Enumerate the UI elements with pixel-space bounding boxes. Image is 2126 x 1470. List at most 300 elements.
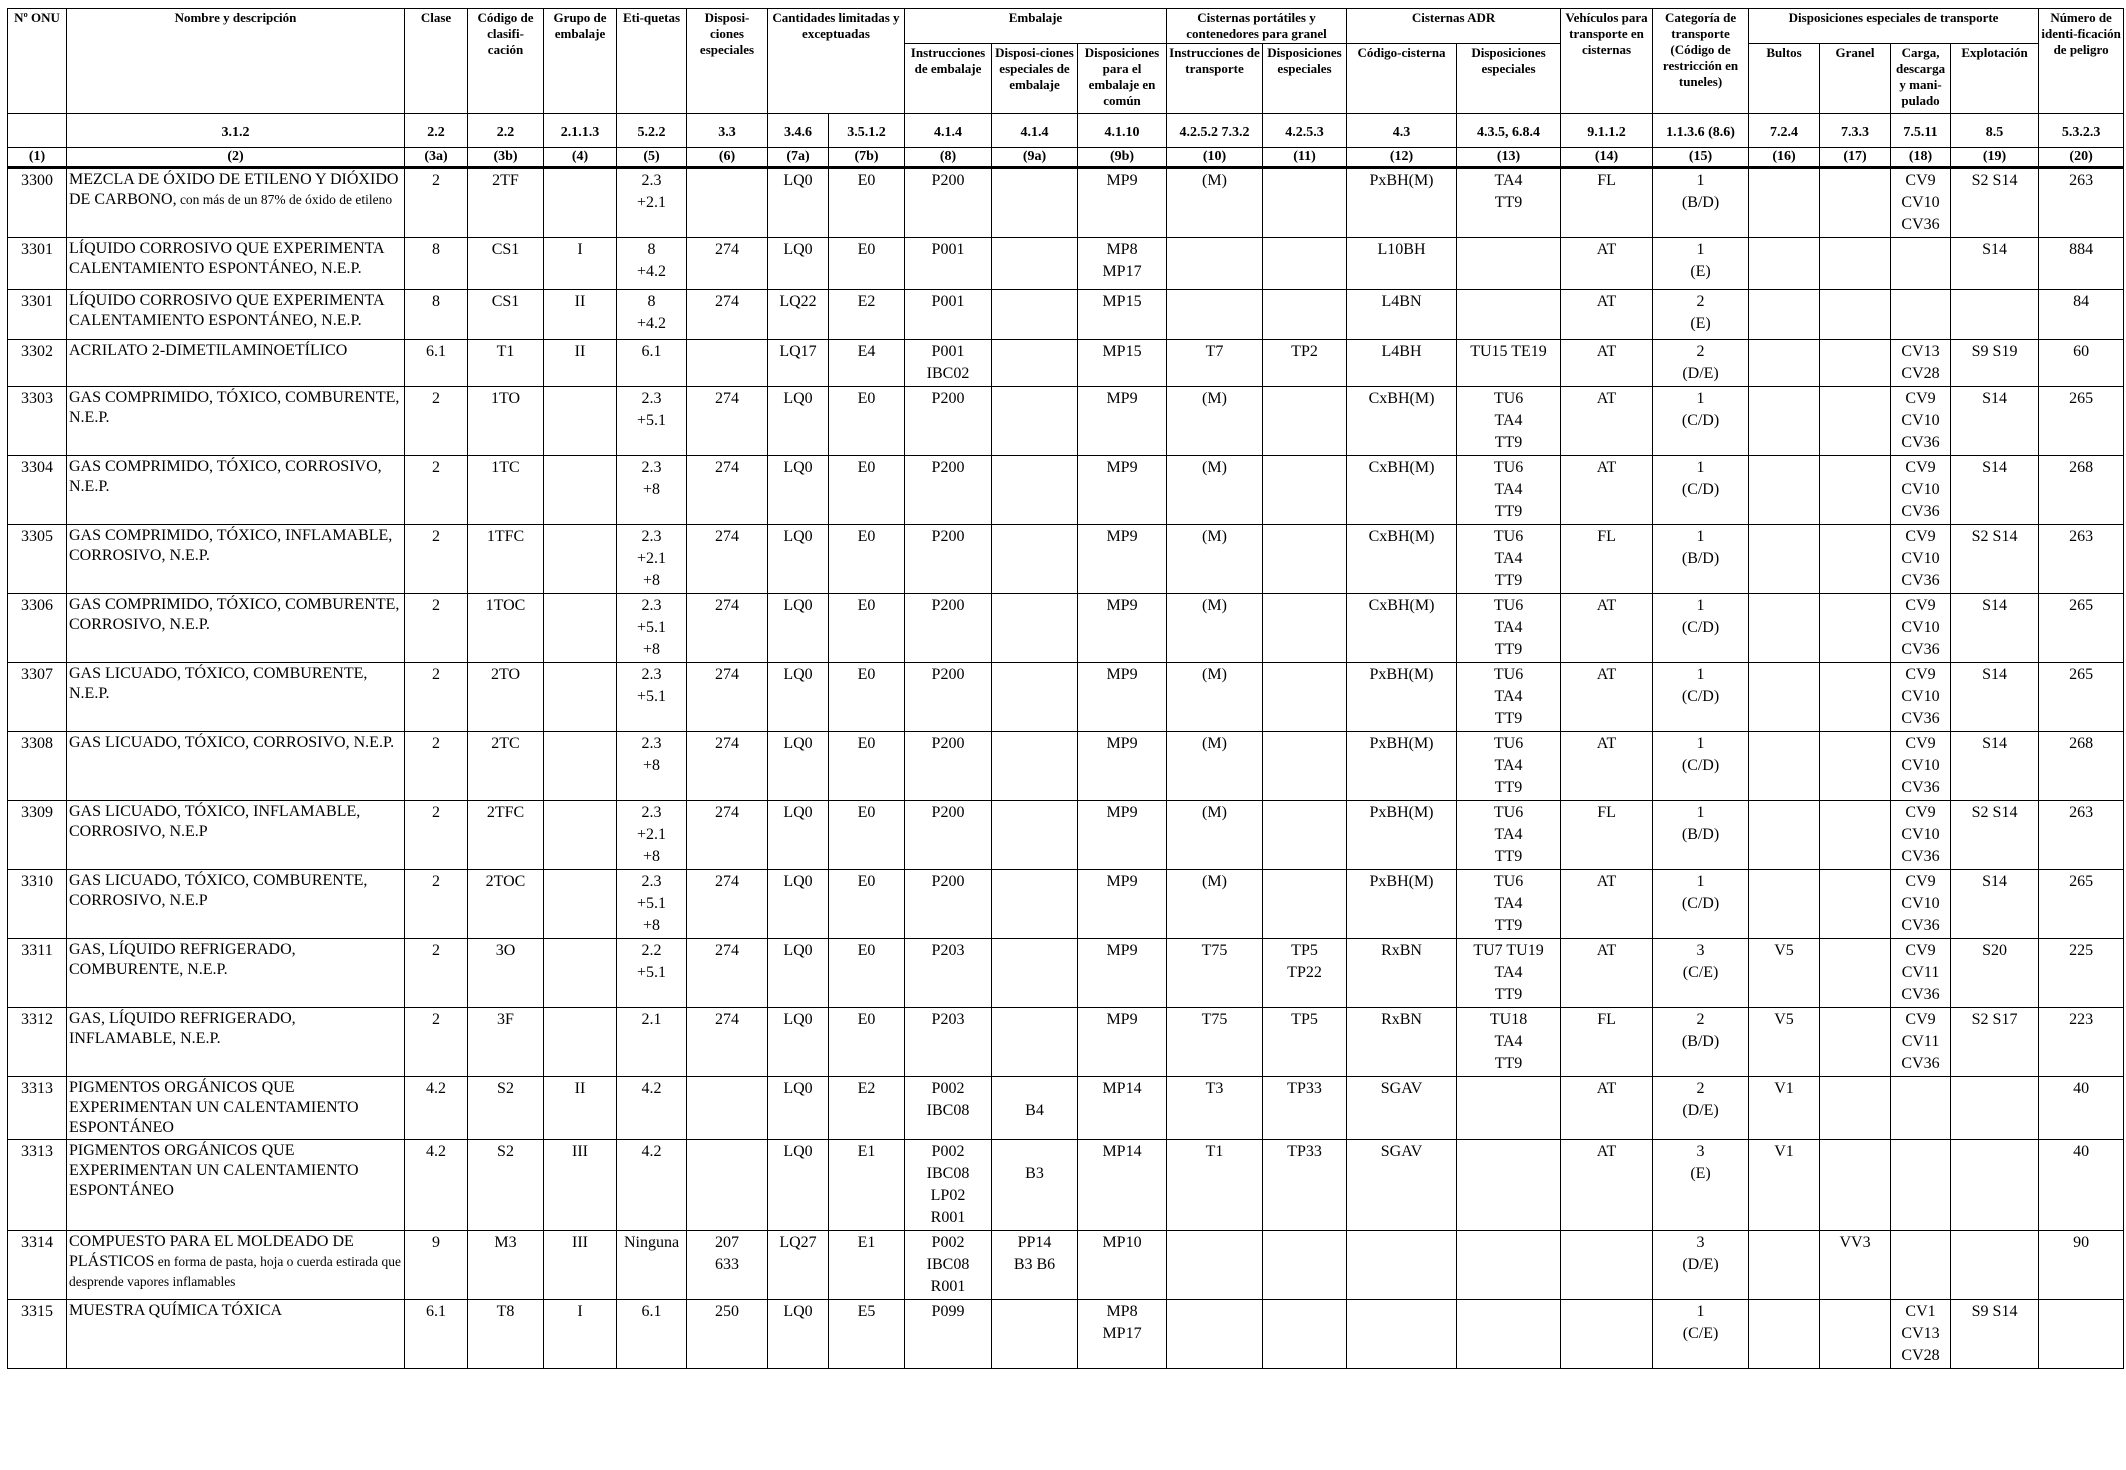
bulk-provision [1820, 594, 1891, 663]
un-number: 3315 [8, 1300, 67, 1369]
table-row [8, 1300, 2124, 1369]
packages-provision [1749, 168, 1820, 238]
header-name: Nombre y descripción [67, 9, 405, 114]
classification-code: M3 [468, 1231, 544, 1300]
table-row [8, 340, 2124, 387]
un-number: 3305 [8, 525, 67, 594]
operation-provision: S14 [1951, 732, 2039, 801]
portable-tank-instructions [1167, 238, 1263, 290]
substance-name [67, 870, 405, 939]
operation-provision [1951, 290, 2039, 340]
column-number-row [8, 148, 2124, 168]
portable-tank-provisions [1263, 870, 1347, 939]
mixed-packing: MP9 [1078, 1008, 1167, 1077]
packages-provision: V1 [1749, 1077, 1820, 1140]
operation-provision: S9 S19 [1951, 340, 2039, 387]
header-disposiciones-especiales: Disposi-ciones especiales [687, 9, 768, 114]
portable-tank-provisions [1263, 456, 1347, 525]
section-ref-21: 7.5.11 [1891, 114, 1951, 148]
classification-code: 2TOC [468, 870, 544, 939]
header-granel: Granel [1820, 44, 1891, 114]
tank-special-provisions: TU6 TA4 TT9 [1457, 663, 1561, 732]
substance-name [67, 1077, 405, 1140]
tank-special-provisions: TU6 TA4 TT9 [1457, 732, 1561, 801]
loading-provision [1891, 1231, 1951, 1300]
header-un: Nº ONU [8, 9, 67, 114]
hazard-number: 265 [2039, 387, 2124, 456]
tank-code [1347, 1300, 1457, 1369]
column-number-21: (18) [1891, 148, 1951, 168]
table-body [8, 168, 2124, 1369]
packages-provision [1749, 594, 1820, 663]
labels-cell: 8 +4.2 [617, 290, 687, 340]
bulk-provision [1820, 456, 1891, 525]
packing-special-provisions: B3 [992, 1140, 1078, 1231]
tank-code [1347, 1231, 1457, 1300]
operation-provision: S2 S17 [1951, 1008, 2039, 1077]
column-number-22: (19) [1951, 148, 2039, 168]
tank-vehicle: AT [1561, 290, 1653, 340]
labels-cell: 4.2 [617, 1140, 687, 1231]
loading-provision: CV9 CV10 CV36 [1891, 870, 1951, 939]
packages-provision [1749, 525, 1820, 594]
substance-name-text: ACRILATO 2-DIMETILAMINOETÍLICO [69, 342, 348, 359]
packing-group: III [544, 1140, 617, 1231]
bulk-provision: VV3 [1820, 1231, 1891, 1300]
packages-provision [1749, 801, 1820, 870]
tank-special-provisions: TU7 TU19 TA4 TT9 [1457, 939, 1561, 1008]
section-ref-5: 2.1.1.3 [544, 114, 617, 148]
operation-provision: S14 [1951, 594, 2039, 663]
labels-cell: 2.3 +5.1 +8 [617, 594, 687, 663]
class-cell: 2 [405, 801, 468, 870]
packing-special-provisions [992, 290, 1078, 340]
portable-tank-instructions: (M) [1167, 801, 1263, 870]
operation-provision: S14 [1951, 456, 2039, 525]
header-etiquetas: Eti-quetas [617, 9, 687, 114]
portable-tank-provisions: TP5 TP22 [1263, 939, 1347, 1008]
portable-tank-instructions: T3 [1167, 1077, 1263, 1140]
header-embalaje: Embalaje [905, 9, 1167, 44]
substance-name-text: GAS COMPRIMIDO, TÓXICO, CORROSIVO, N.E.P. [69, 458, 382, 495]
bulk-provision [1820, 1140, 1891, 1231]
tank-code: L4BN [1347, 290, 1457, 340]
tank-vehicle [1561, 1300, 1653, 1369]
bulk-provision [1820, 801, 1891, 870]
bulk-provision [1820, 290, 1891, 340]
substance-name [67, 238, 405, 290]
column-number-7: (6) [687, 148, 768, 168]
operation-provision: S2 S14 [1951, 801, 2039, 870]
special-provisions: 274 [687, 801, 768, 870]
loading-provision: CV9 CV10 CV36 [1891, 594, 1951, 663]
un-number: 3301 [8, 290, 67, 340]
portable-tank-instructions [1167, 290, 1263, 340]
mixed-packing: MP14 [1078, 1077, 1167, 1140]
class-cell: 4.2 [405, 1077, 468, 1140]
limited-quantity: LQ0 [768, 525, 829, 594]
excepted-quantity: E2 [829, 1077, 905, 1140]
tank-vehicle: AT [1561, 870, 1653, 939]
header-codigo-cisterna: Código-cisterna [1347, 44, 1457, 114]
labels-cell: 2.3 +2.1 +8 [617, 525, 687, 594]
operation-provision [1951, 1231, 2039, 1300]
table-row [8, 290, 2124, 340]
transport-category: 3 (E) [1653, 1140, 1749, 1231]
column-number-3: (3a) [405, 148, 468, 168]
packing-group: III [544, 1231, 617, 1300]
column-number-9: (7b) [829, 148, 905, 168]
substance-name [67, 1008, 405, 1077]
substance-name [67, 525, 405, 594]
tank-code: CxBH(M) [1347, 387, 1457, 456]
excepted-quantity: E1 [829, 1140, 905, 1231]
portable-tank-instructions: (M) [1167, 663, 1263, 732]
packing-special-provisions [992, 168, 1078, 238]
packing-special-provisions [992, 525, 1078, 594]
packing-special-provisions [992, 663, 1078, 732]
transport-category: 1 (C/D) [1653, 387, 1749, 456]
tank-code: PxBH(M) [1347, 870, 1457, 939]
mixed-packing: MP9 [1078, 456, 1167, 525]
limited-quantity: LQ0 [768, 939, 829, 1008]
portable-tank-provisions [1263, 801, 1347, 870]
header-categoria: Categoría de transporte (Código de restricción en tuneles) [1653, 9, 1749, 114]
table-row [8, 732, 2124, 801]
special-provisions: 274 [687, 238, 768, 290]
portable-tank-provisions [1263, 387, 1347, 456]
column-number-8: (7a) [768, 148, 829, 168]
section-ref-9: 3.5.1.2 [829, 114, 905, 148]
section-ref-6: 5.2.2 [617, 114, 687, 148]
substance-name-text: GAS, LÍQUIDO REFRIGERADO, COMBURENTE, N.E.P. [69, 941, 296, 978]
tank-code: L4BH [1347, 340, 1457, 387]
packages-provision: V5 [1749, 1008, 1820, 1077]
substance-name-text: GAS LICUADO, TÓXICO, INFLAMABLE, CORROSIVO, N.E.P [69, 803, 361, 840]
classification-code: S2 [468, 1140, 544, 1231]
substance-name-text: PIGMENTOS ORGÁNICOS QUE EXPERIMENTAN UN CALENTAMIENTO ESPONTÁNEO [69, 1079, 359, 1136]
packing-group [544, 663, 617, 732]
packing-instructions: P200 [905, 870, 992, 939]
operation-provision: S14 [1951, 870, 2039, 939]
column-number-14: (11) [1263, 148, 1347, 168]
packing-special-provisions [992, 939, 1078, 1008]
operation-provision: S2 S14 [1951, 525, 2039, 594]
loading-provision: CV9 CV10 CV36 [1891, 456, 1951, 525]
labels-cell: 2.3 +5.1 [617, 387, 687, 456]
hazard-number: 268 [2039, 456, 2124, 525]
substance-name [67, 1140, 405, 1231]
bulk-provision [1820, 870, 1891, 939]
section-ref-4: 2.2 [468, 114, 544, 148]
tank-code: PxBH(M) [1347, 801, 1457, 870]
packing-special-provisions: B4 [992, 1077, 1078, 1140]
packing-instructions: P200 [905, 801, 992, 870]
table-row [8, 168, 2124, 238]
packing-group [544, 387, 617, 456]
limited-quantity: LQ0 [768, 663, 829, 732]
packing-group [544, 168, 617, 238]
un-number: 3301 [8, 238, 67, 290]
packing-group: II [544, 1077, 617, 1140]
mixed-packing: MP9 [1078, 801, 1167, 870]
portable-tank-instructions: (M) [1167, 525, 1263, 594]
packing-group [544, 456, 617, 525]
section-ref-16: 4.3.5, 6.8.4 [1457, 114, 1561, 148]
limited-quantity: LQ0 [768, 732, 829, 801]
tank-vehicle: AT [1561, 939, 1653, 1008]
un-number: 3314 [8, 1231, 67, 1300]
tank-special-provisions: TU6 TA4 TT9 [1457, 525, 1561, 594]
special-provisions: 274 [687, 387, 768, 456]
loading-provision [1891, 290, 1951, 340]
limited-quantity: LQ0 [768, 801, 829, 870]
bulk-provision [1820, 732, 1891, 801]
mixed-packing: MP15 [1078, 290, 1167, 340]
packing-instructions: P200 [905, 168, 992, 238]
limited-quantity: LQ0 [768, 1077, 829, 1140]
classification-code: 1TC [468, 456, 544, 525]
header-peligro: Número de identi-ficación de peligro [2039, 9, 2124, 114]
packages-provision [1749, 663, 1820, 732]
class-cell: 2 [405, 939, 468, 1008]
class-cell: 9 [405, 1231, 468, 1300]
packing-instructions: P002 IBC08 LP02 R001 [905, 1140, 992, 1231]
section-ref-19: 7.2.4 [1749, 114, 1820, 148]
packing-group: I [544, 238, 617, 290]
limited-quantity: LQ0 [768, 1008, 829, 1077]
hazard-number: 884 [2039, 238, 2124, 290]
special-provisions [687, 1140, 768, 1231]
tank-vehicle: AT [1561, 238, 1653, 290]
header-disposiciones-adr: Disposiciones especiales [1457, 44, 1561, 114]
packages-provision [1749, 870, 1820, 939]
loading-provision: CV9 CV10 CV36 [1891, 525, 1951, 594]
table-row [8, 1008, 2124, 1077]
mixed-packing: MP9 [1078, 663, 1167, 732]
header-disposiciones-embalaje: Disposi-ciones especiales de embalaje [992, 44, 1078, 114]
tank-code: CxBH(M) [1347, 525, 1457, 594]
hazard-number: 225 [2039, 939, 2124, 1008]
substance-name-text: GAS LICUADO, TÓXICO, CORROSIVO, N.E.P. [69, 734, 395, 751]
tank-code: CxBH(M) [1347, 456, 1457, 525]
packing-group [544, 939, 617, 1008]
loading-provision [1891, 1140, 1951, 1231]
labels-cell: 2.1 [617, 1008, 687, 1077]
excepted-quantity: E5 [829, 1300, 905, 1369]
operation-provision: S2 S14 [1951, 168, 2039, 238]
special-provisions: 274 [687, 732, 768, 801]
packing-special-provisions [992, 732, 1078, 801]
excepted-quantity: E2 [829, 290, 905, 340]
tank-special-provisions [1457, 1300, 1561, 1369]
mixed-packing: MP9 [1078, 732, 1167, 801]
bulk-provision [1820, 663, 1891, 732]
table-row [8, 238, 2124, 290]
classification-code: 3F [468, 1008, 544, 1077]
loading-provision [1891, 1077, 1951, 1140]
packing-special-provisions [992, 387, 1078, 456]
hazard-number: 60 [2039, 340, 2124, 387]
tank-vehicle [1561, 1231, 1653, 1300]
section-reference-row [8, 114, 2124, 148]
classification-code: CS1 [468, 290, 544, 340]
hazard-number: 40 [2039, 1140, 2124, 1231]
packing-group: II [544, 290, 617, 340]
portable-tank-instructions: T7 [1167, 340, 1263, 387]
substance-name-text: GAS COMPRIMIDO, TÓXICO, COMBURENTE, N.E.P. [69, 389, 400, 426]
portable-tank-provisions: TP5 [1263, 1008, 1347, 1077]
transport-category: 1 (B/D) [1653, 525, 1749, 594]
un-number: 3313 [8, 1140, 67, 1231]
hazard-number: 263 [2039, 525, 2124, 594]
un-number: 3312 [8, 1008, 67, 1077]
loading-provision: CV9 CV10 CV36 [1891, 387, 1951, 456]
mixed-packing: MP9 [1078, 594, 1167, 663]
excepted-quantity: E0 [829, 594, 905, 663]
loading-provision: CV1 CV13 CV28 [1891, 1300, 1951, 1369]
tank-special-provisions [1457, 1077, 1561, 1140]
tank-special-provisions: TU6 TA4 TT9 [1457, 801, 1561, 870]
class-cell: 6.1 [405, 340, 468, 387]
loading-provision: CV9 CV10 CV36 [1891, 663, 1951, 732]
operation-provision: S14 [1951, 663, 2039, 732]
limited-quantity: LQ0 [768, 456, 829, 525]
operation-provision: S14 [1951, 238, 2039, 290]
column-number-12: (9b) [1078, 148, 1167, 168]
class-cell: 8 [405, 238, 468, 290]
substance-name-text: PIGMENTOS ORGÁNICOS QUE EXPERIMENTAN UN CALENTAMIENTO ESPONTÁNEO [69, 1142, 359, 1199]
loading-provision: CV13 CV28 [1891, 340, 1951, 387]
packing-instructions: P200 [905, 387, 992, 456]
special-provisions: 274 [687, 525, 768, 594]
mixed-packing: MP14 [1078, 1140, 1167, 1231]
labels-cell: 6.1 [617, 340, 687, 387]
mixed-packing: MP8 MP17 [1078, 238, 1167, 290]
classification-code: T1 [468, 340, 544, 387]
classification-code: 2TC [468, 732, 544, 801]
limited-quantity: LQ0 [768, 168, 829, 238]
packing-special-provisions [992, 870, 1078, 939]
portable-tank-instructions [1167, 1231, 1263, 1300]
labels-cell: 2.3 +5.1 +8 [617, 870, 687, 939]
header-disposiciones-transporte: Disposiciones especiales de transporte [1749, 9, 2039, 44]
hazard-number: 263 [2039, 801, 2124, 870]
limited-quantity: LQ17 [768, 340, 829, 387]
bulk-provision [1820, 168, 1891, 238]
classification-code: 2TF [468, 168, 544, 238]
bulk-provision [1820, 340, 1891, 387]
packing-group [544, 1008, 617, 1077]
loading-provision: CV9 CV10 CV36 [1891, 168, 1951, 238]
substance-name [67, 594, 405, 663]
classification-code: 1TFC [468, 525, 544, 594]
tank-special-provisions: TU18 TA4 TT9 [1457, 1008, 1561, 1077]
operation-provision: S14 [1951, 387, 2039, 456]
class-cell: 2 [405, 1008, 468, 1077]
classification-code: 2TO [468, 663, 544, 732]
tank-vehicle: FL [1561, 801, 1653, 870]
column-number-1: (1) [8, 148, 67, 168]
un-number: 3304 [8, 456, 67, 525]
limited-quantity: LQ27 [768, 1231, 829, 1300]
tank-special-provisions: TU15 TE19 [1457, 340, 1561, 387]
hazard-number: 90 [2039, 1231, 2124, 1300]
tank-vehicle: AT [1561, 594, 1653, 663]
class-cell: 2 [405, 732, 468, 801]
special-provisions: 274 [687, 1008, 768, 1077]
substance-name [67, 939, 405, 1008]
tank-vehicle: AT [1561, 456, 1653, 525]
table-row [8, 594, 2124, 663]
portable-tank-provisions: TP33 [1263, 1077, 1347, 1140]
header-cantidades: Cantidades limitadas y exceptuadas [768, 9, 905, 114]
bulk-provision [1820, 387, 1891, 456]
transport-category: 3 (D/E) [1653, 1231, 1749, 1300]
column-number-5: (4) [544, 148, 617, 168]
column-number-18: (15) [1653, 148, 1749, 168]
packing-instructions: P200 [905, 594, 992, 663]
substance-name-text: LÍQUIDO CORROSIVO QUE EXPERIMENTA CALENTAMIENTO ESPONTÁNEO, N.E.P. [69, 240, 384, 277]
packing-instructions: P200 [905, 456, 992, 525]
section-ref-13: 4.2.5.2 7.3.2 [1167, 114, 1263, 148]
loading-provision [1891, 238, 1951, 290]
transport-category: 2 (B/D) [1653, 1008, 1749, 1077]
labels-cell: 2.3 +8 [617, 732, 687, 801]
substance-name-text: COMPUESTO PARA EL MOLDEADO DE PLÁSTICOS [69, 1233, 354, 1270]
tank-vehicle: FL [1561, 525, 1653, 594]
tank-code: CxBH(M) [1347, 594, 1457, 663]
special-provisions: 274 [687, 456, 768, 525]
class-cell: 4.2 [405, 1140, 468, 1231]
packages-provision: V5 [1749, 939, 1820, 1008]
packing-group [544, 525, 617, 594]
hazard-number: 223 [2039, 1008, 2124, 1077]
table-row [8, 801, 2124, 870]
portable-tank-provisions: TP2 [1263, 340, 1347, 387]
hazard-number: 263 [2039, 168, 2124, 238]
column-number-17: (14) [1561, 148, 1653, 168]
packing-special-provisions [992, 238, 1078, 290]
tank-special-provisions [1457, 1231, 1561, 1300]
packages-provision [1749, 1231, 1820, 1300]
operation-provision [1951, 1140, 2039, 1231]
hazard-number: 40 [2039, 1077, 2124, 1140]
tank-vehicle: AT [1561, 663, 1653, 732]
portable-tank-instructions: T75 [1167, 1008, 1263, 1077]
header-grupo: Grupo de embalaje [544, 9, 617, 114]
packing-special-provisions [992, 1008, 1078, 1077]
class-cell: 2 [405, 663, 468, 732]
header-instrucciones-transporte: Instrucciones de transporte [1167, 44, 1263, 114]
portable-tank-provisions [1263, 290, 1347, 340]
hazard-number: 265 [2039, 663, 2124, 732]
substance-name [67, 1231, 405, 1300]
un-number: 3307 [8, 663, 67, 732]
substance-name-text: GAS LICUADO, TÓXICO, COMBURENTE, CORROSIVO, N.E.P [69, 872, 368, 909]
limited-quantity: LQ0 [768, 870, 829, 939]
section-ref-2: 3.1.2 [67, 114, 405, 148]
substance-name [67, 290, 405, 340]
mixed-packing: MP9 [1078, 870, 1167, 939]
transport-category: 1 (B/D) [1653, 801, 1749, 870]
labels-cell: Ninguna [617, 1231, 687, 1300]
class-cell: 2 [405, 525, 468, 594]
table-header [8, 9, 2124, 168]
limited-quantity: LQ0 [768, 594, 829, 663]
excepted-quantity: E0 [829, 168, 905, 238]
classification-code: 1TOC [468, 594, 544, 663]
